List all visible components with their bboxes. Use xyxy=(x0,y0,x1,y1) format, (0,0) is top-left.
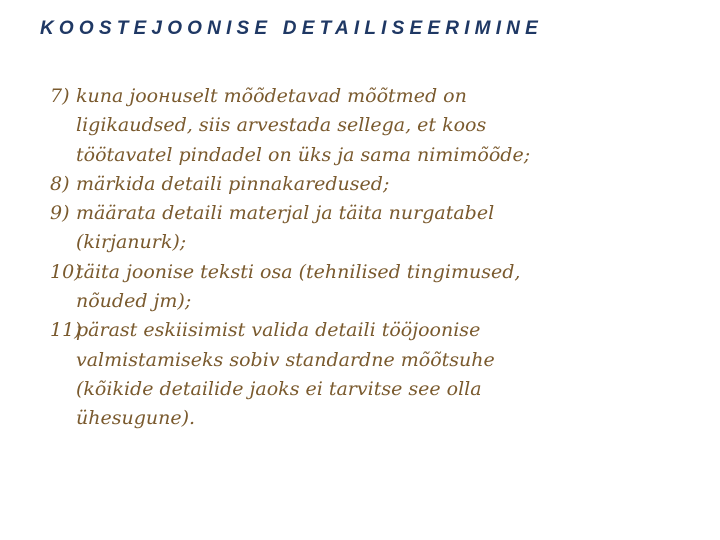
item-line: märkida detaili pinnakaredused; xyxy=(76,172,390,195)
list-item xyxy=(50,82,650,170)
item-number: 11) xyxy=(50,319,82,342)
item-number: 8) xyxy=(50,172,70,195)
list-item xyxy=(50,316,650,433)
slide-title: KOOSTEJOONISE DETAILISEERIMINE xyxy=(40,18,543,39)
item-number: 9) xyxy=(50,202,70,225)
item-line: (kirjanurk); xyxy=(76,231,187,254)
item-line: ühesugune). xyxy=(76,407,196,430)
item-line: määrata detaili materjal ja täita nurgatabel xyxy=(76,202,495,225)
list-item xyxy=(50,199,650,258)
list-item xyxy=(50,170,650,199)
list-item xyxy=(50,258,650,317)
item-line: kuna joониselt mõõdetavad mõõtmed on xyxy=(76,85,467,107)
item-line: (kõikide detailide jaoks ei tarvitse see olla xyxy=(76,377,482,400)
item-line: pärast eskiisimist valida detaili tööjoonise xyxy=(76,319,481,342)
item-list xyxy=(50,82,650,434)
item-number: 10) xyxy=(50,260,82,283)
item-line: täita joonise teksti osa (tehnilised tingimused, xyxy=(76,260,521,283)
item-line: ligikaudsed, siis arvestada sellega, et koos xyxy=(76,114,487,137)
item-line: nõuded jm); xyxy=(76,290,192,313)
item-line: valmistamiseks sobiv standardne mõõtsuhe xyxy=(76,348,495,371)
item-number: 7) xyxy=(50,85,70,107)
item-line: töötavatel pindadel on üks ja sama nimimõõde; xyxy=(76,143,531,166)
